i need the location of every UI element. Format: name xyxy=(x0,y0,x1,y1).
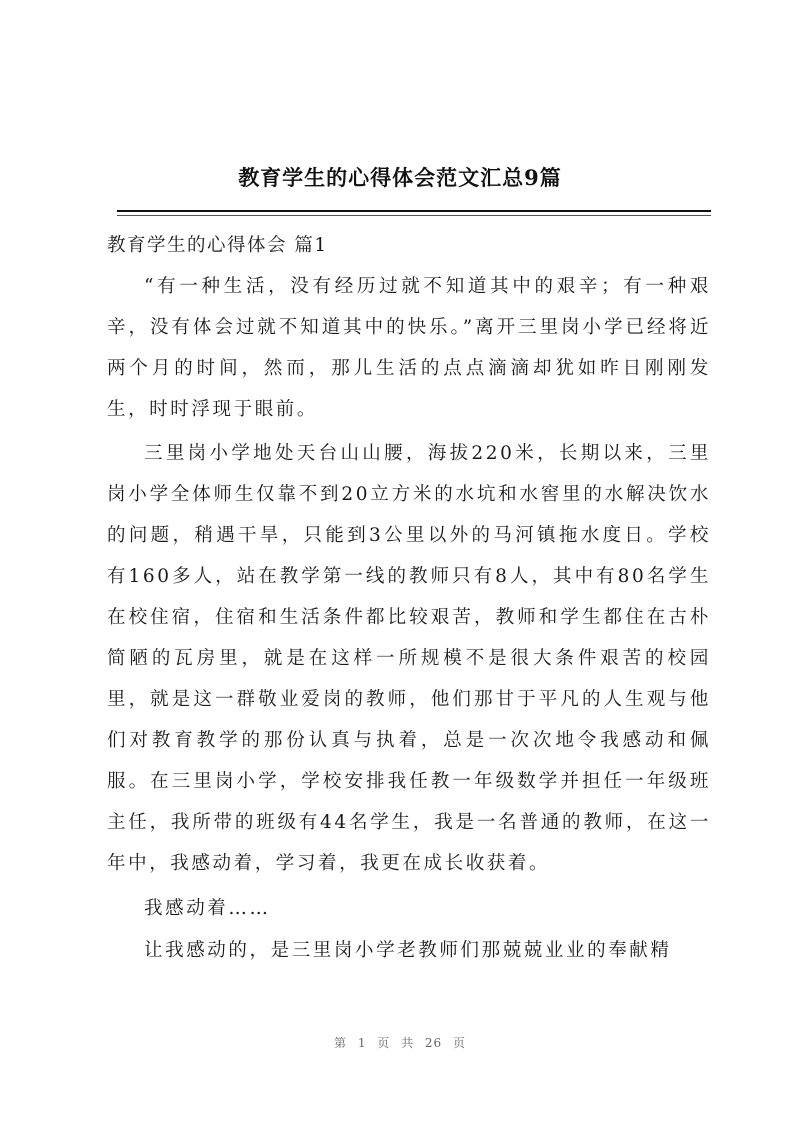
paragraph-2: 三里岗小学地处天台山山腰，海拔220米，长期以来，三里岗小学全体师生仅靠不到20立方米的水坑和水窖里的水解决饮水的问题，稍遇干旱，只能到3公里以外的马河镇拖水度日。学校有160多人，站在教学第一线的教师只有8人，其中有80名学生在校住宿，住宿和生活条件都比较艰苦，教师和学生都住在古朴简陋的瓦房里，就是在这样一所规模不是很大条件艰苦的校园里，就是这一群敬业爱岗的教师，他们那甘于平凡的人生观与他们对教育教学的那份认真与执着，总是一次次地令我感动和佩服。在三里岗小学，学校安排我任教一年级数学并担任一年级班主任，我所带的班级有44名学生，我是一名普通的教师，在这一年中，我感动着，学习着，我更在成长收获着。 xyxy=(107,443,711,874)
paragraph-1: “有一种生活，没有经历过就不知道其中的艰辛；有一种艰辛，没有体会过就不知道其中的快乐。”离开三里岗小学已经将近两个月的时间，然而，那儿生活的点点滴滴却犹如昨日刚刚发生，时时浮现于眼前。 xyxy=(107,276,711,420)
document-title: 教育学生的心得体会范文汇总9篇 xyxy=(238,165,562,190)
paragraph-4: 让我感动的，是三里岗小学老教师们那兢兢业业的奉献精 xyxy=(144,940,672,961)
section-heading: 教育学生的心得体会 篇1 xyxy=(107,235,328,256)
title-divider-thin xyxy=(117,215,711,216)
paragraph-3: 我感动着…… xyxy=(144,898,271,919)
page-footer: 第 1 页 共 26 页 xyxy=(334,1036,466,1050)
title-divider xyxy=(117,210,711,212)
